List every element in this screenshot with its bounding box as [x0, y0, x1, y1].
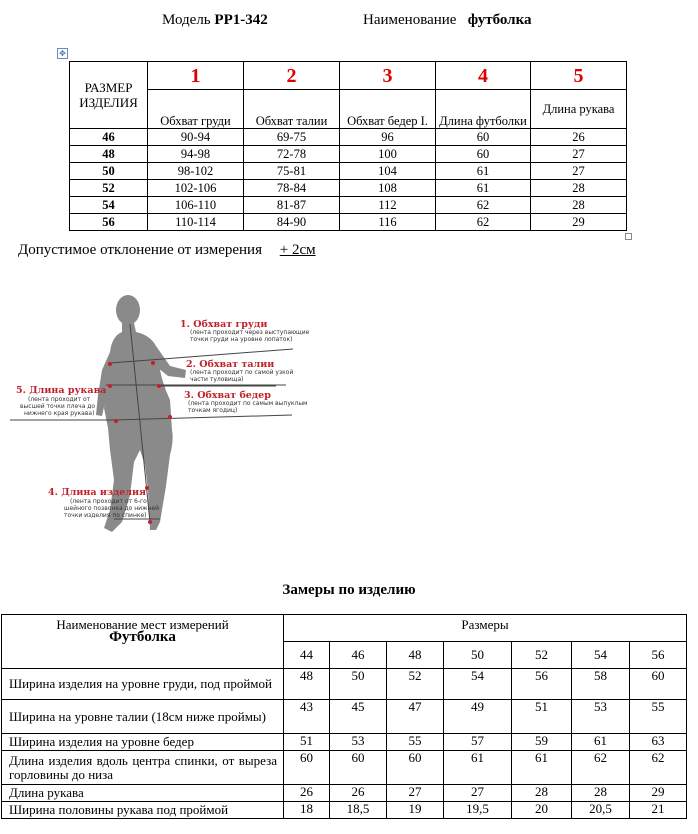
- value-cell: 63: [630, 734, 687, 751]
- value-cell: 96: [340, 129, 436, 146]
- size-header-cell: 56: [630, 642, 687, 669]
- svg-text:4. Длина изделия: 4. Длина изделия: [48, 487, 147, 498]
- table-row: [70, 214, 627, 231]
- size-table: [69, 61, 627, 231]
- value-cell: 28: [512, 785, 572, 802]
- value-cell: 18: [284, 802, 330, 819]
- value-cell: 60: [387, 751, 444, 785]
- svg-text:(лента проходит от 6-го: (лента проходит от 6-го: [70, 498, 147, 505]
- model-value: РР1-342: [214, 12, 268, 28]
- model-line: [162, 12, 268, 29]
- value-cell: 19,5: [444, 802, 512, 819]
- value-cell: 59: [512, 734, 572, 751]
- table-row: [2, 751, 687, 785]
- tolerance-text: Допустимое отклонение от измерения: [18, 242, 262, 258]
- value-cell: 61: [444, 751, 512, 785]
- svg-text:шейного позвонка до нижней: шейного позвонка до нижней: [64, 505, 159, 512]
- value-cell: 84-90: [244, 214, 340, 231]
- value-cell: 100: [340, 146, 436, 163]
- value-cell: 49: [444, 700, 512, 734]
- svg-text:(лента проходит от: (лента проходит от: [28, 396, 91, 403]
- measure-name-cell: Ширина изделия на уровне груди, под проймой: [2, 669, 284, 700]
- table-row: [70, 197, 627, 214]
- value-cell: 55: [630, 700, 687, 734]
- svg-text:нижнего края рукава): нижнего края рукава): [24, 410, 95, 417]
- value-cell: 56: [512, 669, 572, 700]
- column-number: 4: [436, 62, 531, 90]
- value-cell: 112: [340, 197, 436, 214]
- value-cell: 54: [444, 669, 512, 700]
- value-cell: 62: [436, 214, 531, 231]
- svg-text:(лента проходит по самым выпук: (лента проходит по самым выпуклым: [188, 400, 308, 407]
- value-cell: 61: [436, 180, 531, 197]
- table-resize-handle[interactable]: [625, 233, 632, 240]
- size-cell: 54: [70, 197, 148, 214]
- svg-text:(лента проходит по самой узкой: (лента проходит по самой узкой: [190, 369, 294, 376]
- size-cell: 50: [70, 163, 148, 180]
- svg-text:5. Длина рукава: 5. Длина рукава: [16, 385, 107, 396]
- value-cell: 60: [436, 146, 531, 163]
- column-number: 5: [531, 62, 627, 90]
- measure-name-cell: Длина рукава: [2, 785, 284, 802]
- value-cell: 61: [436, 163, 531, 180]
- value-cell: 116: [340, 214, 436, 231]
- size-header-cell: 52: [512, 642, 572, 669]
- svg-text:2. Обхват талии: 2. Обхват талии: [186, 359, 275, 370]
- column-label: Обхват груди: [148, 90, 244, 129]
- name-label: Наименование: [363, 12, 457, 28]
- value-cell: 104: [340, 163, 436, 180]
- measure-name-cell: Длина изделия вдоль центра спинки, от выреза горловины до низа: [2, 751, 284, 785]
- value-cell: 98-102: [148, 163, 244, 180]
- sizes-header: Размеры: [284, 615, 687, 642]
- value-cell: 58: [572, 669, 630, 700]
- value-cell: 108: [340, 180, 436, 197]
- svg-text:высшей точки плеча до: высшей точки плеча до: [20, 403, 96, 410]
- value-cell: 20,5: [572, 802, 630, 819]
- size-column-header: РАЗМЕР ИЗДЕЛИЯ: [70, 62, 148, 129]
- value-cell: 20: [512, 802, 572, 819]
- value-cell: 69-75: [244, 129, 340, 146]
- value-cell: 57: [444, 734, 512, 751]
- svg-text:точки изделия по спинке): точки изделия по спинке): [64, 512, 147, 519]
- value-cell: 21: [630, 802, 687, 819]
- value-cell: 29: [630, 785, 687, 802]
- value-cell: 62: [572, 751, 630, 785]
- table-row: [2, 785, 687, 802]
- size-cell: 48: [70, 146, 148, 163]
- value-cell: 45: [330, 700, 387, 734]
- table-row: [70, 146, 627, 163]
- value-cell: 43: [284, 700, 330, 734]
- column-number: 3: [340, 62, 436, 90]
- value-cell: 72-78: [244, 146, 340, 163]
- svg-text:(лента проходит через выступаю: (лента проходит через выступающие: [190, 329, 310, 336]
- value-cell: 62: [630, 751, 687, 785]
- measure-name-cell: Ширина на уровне талии (18см ниже проймы): [2, 700, 284, 734]
- tolerance-value: + 2см: [279, 242, 316, 258]
- table-row: [2, 734, 687, 751]
- model-label: Модель: [162, 12, 211, 28]
- value-cell: 47: [387, 700, 444, 734]
- size-header-cell: 46: [330, 642, 387, 669]
- svg-text:точкам ягодиц): точкам ягодиц): [188, 407, 238, 414]
- value-cell: 75-81: [244, 163, 340, 180]
- value-cell: 62: [436, 197, 531, 214]
- figure-label-5: [16, 385, 106, 417]
- size-header-cell: 54: [572, 642, 630, 669]
- value-cell: 27: [387, 785, 444, 802]
- svg-text:точки груди на уровне лопаток): точки груди на уровне лопаток): [190, 336, 293, 343]
- figure-label-2: [186, 359, 293, 383]
- value-cell: 26: [330, 785, 387, 802]
- value-cell: 102-106: [148, 180, 244, 197]
- value-cell: 26: [531, 129, 627, 146]
- table-row: [70, 180, 627, 197]
- measurement-figure: [10, 290, 310, 548]
- table-move-handle-icon[interactable]: ✥: [57, 48, 68, 59]
- size-header-cell: 48: [387, 642, 444, 669]
- table-row: [70, 163, 627, 180]
- table-row: [2, 802, 687, 819]
- value-cell: 51: [512, 700, 572, 734]
- size-header-cell: 44: [284, 642, 330, 669]
- value-cell: 29: [531, 214, 627, 231]
- value-cell: 60: [436, 129, 531, 146]
- value-cell: 90-94: [148, 129, 244, 146]
- value-cell: 81-87: [244, 197, 340, 214]
- value-cell: 61: [572, 734, 630, 751]
- svg-text:3. Обхват бедер: 3. Обхват бедер: [184, 390, 271, 401]
- value-cell: 27: [531, 163, 627, 180]
- value-cell: 53: [330, 734, 387, 751]
- value-cell: 53: [572, 700, 630, 734]
- name-line: [363, 12, 532, 29]
- tolerance-note: [18, 242, 316, 259]
- measure-name-cell: Ширина половины рукава под проймой: [2, 802, 284, 819]
- measure-name-cell: Ширина изделия на уровне бедер: [2, 734, 284, 751]
- value-cell: 94-98: [148, 146, 244, 163]
- value-cell: 52: [387, 669, 444, 700]
- value-cell: 27: [444, 785, 512, 802]
- value-cell: 26: [284, 785, 330, 802]
- size-header-cell: 50: [444, 642, 512, 669]
- svg-text:1. Обхват груди: 1. Обхват груди: [180, 319, 268, 330]
- value-cell: 106-110: [148, 197, 244, 214]
- column-number: 1: [148, 62, 244, 90]
- value-cell: 60: [284, 751, 330, 785]
- value-cell: 48: [284, 669, 330, 700]
- table-row: [70, 129, 627, 146]
- column-number: 2: [244, 62, 340, 90]
- size-cell: 46: [70, 129, 148, 146]
- figure-label-1: [180, 319, 310, 343]
- value-cell: 51: [284, 734, 330, 751]
- svg-text:части туловища): части туловища): [190, 376, 244, 383]
- table-row: [2, 700, 687, 734]
- place-header-cell: [2, 615, 284, 669]
- size-cell: 56: [70, 214, 148, 231]
- value-cell: 110-114: [148, 214, 244, 231]
- size-cell: 52: [70, 180, 148, 197]
- value-cell: 28: [531, 197, 627, 214]
- value-cell: 60: [630, 669, 687, 700]
- value-cell: 27: [531, 146, 627, 163]
- value-cell: 61: [512, 751, 572, 785]
- figure-label-3: [184, 390, 308, 414]
- column-label: Длина рукава: [531, 90, 627, 129]
- place-header: Наименование мест измерений: [56, 617, 229, 632]
- value-cell: 18,5: [330, 802, 387, 819]
- product-name: Футболка: [109, 629, 176, 645]
- value-cell: 60: [330, 751, 387, 785]
- value-cell: 28: [531, 180, 627, 197]
- column-label: Обхват бедер I.: [340, 90, 436, 129]
- value-cell: 19: [387, 802, 444, 819]
- figure-label-4: [48, 487, 159, 519]
- value-cell: 50: [330, 669, 387, 700]
- value-cell: 55: [387, 734, 444, 751]
- measure-table-title: Замеры по изделию: [282, 582, 416, 598]
- column-label: Обхват талии: [244, 90, 340, 129]
- table-row: [2, 669, 687, 700]
- column-label: Длина футболки: [436, 90, 531, 129]
- name-value: футболка: [467, 12, 532, 28]
- value-cell: 78-84: [244, 180, 340, 197]
- value-cell: 28: [572, 785, 630, 802]
- measure-table: [1, 614, 687, 819]
